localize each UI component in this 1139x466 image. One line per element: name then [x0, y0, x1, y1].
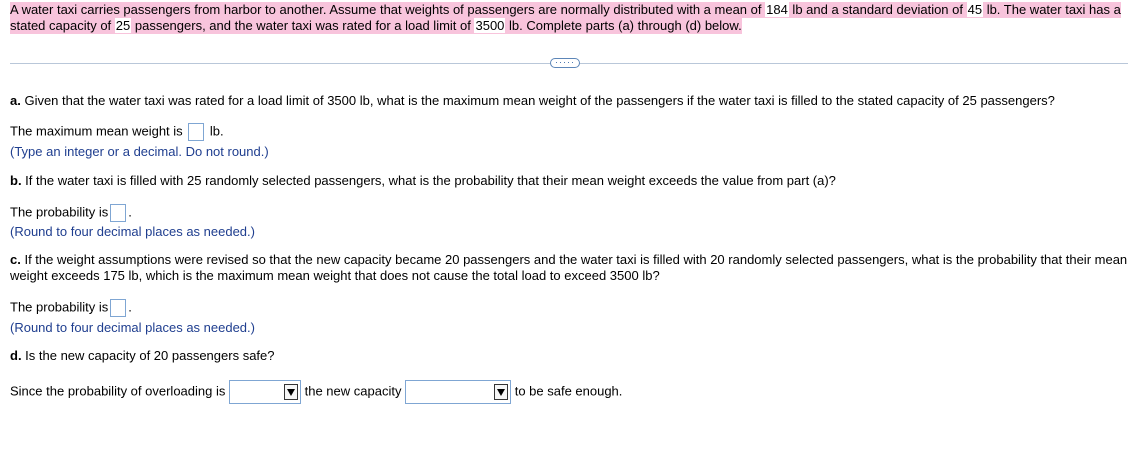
part-d-text-1: Since the probability of overloading is: [10, 383, 226, 399]
overload-probability-dropdown[interactable]: [229, 380, 301, 404]
problem-statement: [10, 2, 1128, 34]
part-d-question: d. Is the new capacity of 20 passengers safe?: [10, 348, 275, 363]
limit-value: 3500: [475, 18, 505, 33]
capacity-verdict-dropdown[interactable]: [405, 380, 511, 404]
part-d-answer-row: [10, 380, 622, 404]
dropdown-arrow-icon: [284, 384, 298, 400]
part-b-question: b. If the water taxi is filled with 25 randomly selected passengers, what is the probability that their mean weight exceeds the value from part (a)?: [10, 173, 836, 188]
intro-highlight-2: stated capacity of 25 passengers, and the water taxi was rated for a load limit of 3500 lb. Complete parts (a) through (d) below.: [10, 18, 742, 33]
part-a-answer-row: [10, 123, 224, 141]
mean-value: 184: [766, 2, 788, 17]
part-c-answer-suffix: .: [128, 299, 132, 315]
part-b-answer-suffix: .: [128, 204, 132, 220]
part-a-answer-prefix: The maximum mean weight is: [10, 123, 183, 139]
part-d-text-3: to be safe enough.: [514, 383, 623, 399]
sd-value: 45: [967, 2, 983, 17]
intro-highlight-1: A water taxi carries passengers from harbor to another. Assume that weights of passengers are normally distributed with a mean of 184 lb and a standard deviation of 45 lb. The water taxi has a: [10, 2, 1121, 17]
part-c-hint: (Round to four decimal places as needed.): [10, 320, 255, 335]
part-b-answer-input[interactable]: [110, 204, 126, 222]
part-c-answer-row: [10, 299, 132, 317]
part-d-text-2: the new capacity: [304, 383, 402, 399]
part-b-answer-row: [10, 204, 132, 222]
part-c-question: c. If the weight assumptions were revised so that the new capacity became 20 passengers and the water taxi is filled with 20 randomly selected passengers, what is the probability that their mean weight exceeds 175 lb, which is the maximum mean weight that does not cause the total load to exceed 3500 lb?: [10, 252, 1128, 283]
part-c-answer-input[interactable]: [110, 299, 126, 317]
part-a-hint: (Type an integer or a decimal. Do not round.): [10, 144, 269, 159]
expand-more-button[interactable]: ·····: [550, 58, 580, 68]
part-c-answer-prefix: The probability is: [10, 299, 109, 315]
part-a-answer-input[interactable]: [188, 123, 204, 141]
part-a-question: a. Given that the water taxi was rated for a load limit of 3500 lb, what is the maximum mean weight of the passengers if the water taxi is filled to the stated capacity of 25 passengers?: [10, 93, 1055, 108]
part-b-hint: (Round to four decimal places as needed.): [10, 224, 255, 239]
part-a-answer-suffix: lb.: [209, 123, 224, 139]
capacity-value: 25: [115, 18, 131, 33]
part-b-answer-prefix: The probability is: [10, 204, 109, 220]
dropdown-arrow-icon: [494, 384, 508, 400]
